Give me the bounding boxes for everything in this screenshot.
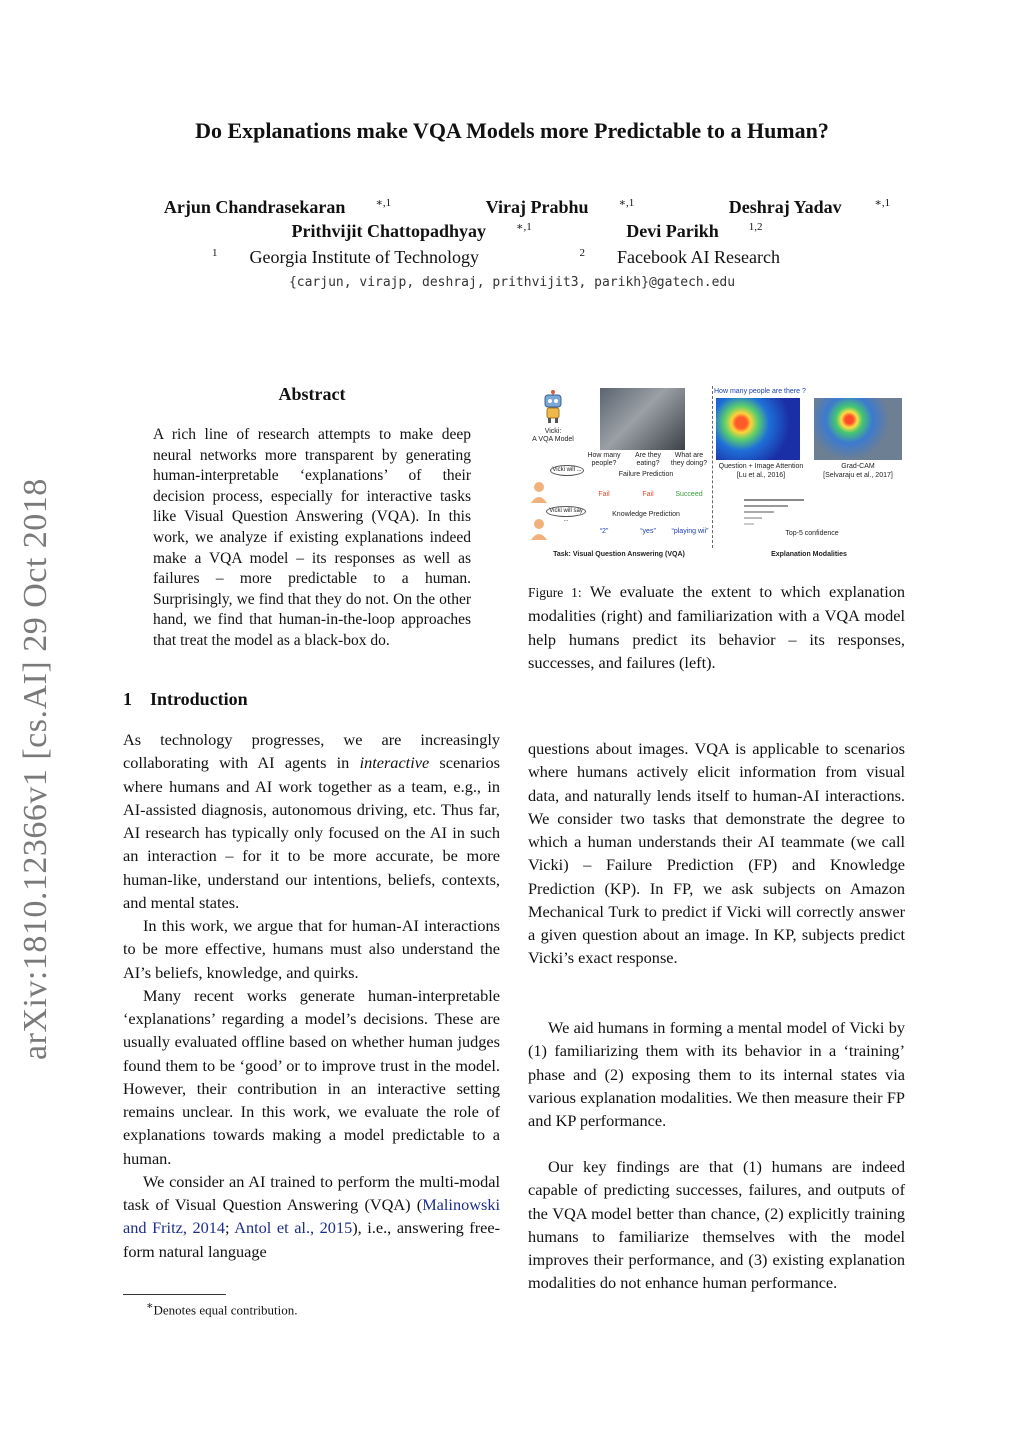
section-number: 1 [123, 689, 132, 709]
vicki-sublabel: A VQA Model [532, 436, 574, 443]
body-paragraph: Our key findings are that (1) humans are indeed capable of predicting successes, failures, and outputs of the VQA model better than chance, (2) explicitly training humans to familiarize themselves with the model improves their performance, and (3) existing explanation modalities do not enhance human performance. [528, 1157, 905, 1293]
author: Prithvijit Chattopadhyay $^{∗,1}$ [291, 221, 532, 241]
human-icon [530, 518, 548, 540]
right-column-body [528, 737, 905, 970]
footnote: ∗Denotes equal contribution. [146, 1300, 298, 1318]
fp-answer-2: Fail [642, 491, 654, 498]
gradcam-heatmap [814, 398, 902, 460]
question-1: How many people? [587, 452, 621, 467]
author-emails: {carjun, virajp, deshraj, prithvijit3, parikh}@gatech.edu [288, 275, 736, 290]
citation-link[interactable]: Malinowski and Fritz, 2014 [123, 1195, 500, 1238]
body-paragraph: questions about images. VQA is applicable to scenarios where humans actively elicit information from visual data, and naturally lends itself to human-AI interactions. We consider two tasks that demonstrate the degree to which a human understands their AI teammate (we call Vicki) – Failure Prediction (FP) and Knowledge Prediction (KP). In FP, we ask subjects on Amazon Mechanical Turk to predict if Vicki will correctly answer a given question about an image. In KP, subjects predict Vicki’s exact response. [528, 739, 905, 968]
attention-citation: [Lu et al., 2016] [736, 472, 786, 479]
citation-link[interactable]: Antol et al., 2015 [234, 1218, 353, 1238]
intro-paragraph: As technology progresses, we are increasingly collaborating with AI agents in interactive scenarios where humans and AI work together as a team, e.g., in AI-assisted diagnosis, autonomous driving, etc. Thus far, AI research has typically only focused on the AI in such an interaction – for it to be more accurate, be more human-like, understand our intentions, beliefs, contexts, and mental states. [123, 730, 500, 912]
fp-answer-3: Succeed [675, 491, 703, 498]
attention-heatmap [716, 398, 800, 460]
abstract-text: A rich line of research attempts to make deep neural networks more transparent by generating human-interpretable ‘explanations’ of their decision process, especially for interactive tasks like Visual Question Answering (VQA). In this work, we analyze if existing explanations indeed make a VQA model – its responses as well as failures – more predictable to a human. Surprisingly, we find that they do not. On the other hand, we find that human-in-the-loop approaches that treat the model as a black-box do. [153, 426, 471, 649]
authors-line-1 [0, 196, 1024, 218]
failure-prediction-label: Failure Prediction [618, 471, 674, 478]
body-paragraph: We aid humans in forming a mental model of Vicki by (1) familiarizing them with its behavior in a ‘training’ phase and (2) exposing them to its internal states via various explanation modalities. We then measure their FP and KP performance. [528, 1018, 905, 1130]
figure-1 [528, 384, 908, 566]
kp-answer-2: “yes” [640, 528, 656, 535]
author: Deshraj Yadav $^{∗,1}$ [728, 197, 891, 217]
confidence-bar [744, 511, 774, 513]
thought-bubble-1: Vicki will ... [550, 465, 584, 476]
affiliations [0, 247, 1024, 268]
robot-icon [542, 390, 564, 424]
knowledge-prediction-label: Knowledge Prediction [612, 511, 680, 518]
footnote-rule [123, 1294, 226, 1295]
question-3: What are they doing? [670, 452, 708, 467]
attention-question: How many people are there ? [714, 388, 806, 395]
author: Devi Parikh $^{1,2}$ [626, 221, 763, 241]
author: Viraj Prabhu $^{∗,1}$ [485, 197, 635, 217]
top5-label: Top-5 confidence [785, 530, 839, 537]
attention-label: Question + Image Attention [718, 463, 804, 470]
section-heading-introduction [123, 689, 248, 710]
question-2: Are they eating? [634, 452, 662, 467]
kp-answer-3: “playing wii” [671, 528, 709, 535]
section-title: Introduction [150, 689, 248, 709]
figure-caption: Figure 1: We evaluate the extent to which explanation modalities (right) and familiarization with a VQA model help humans predict its behavior – its responses, successes, and failures (left). [528, 582, 905, 672]
abstract-heading: Abstract [278, 384, 346, 404]
arxiv-stamp: arXiv:1810.12366v1 [cs.AI] 29 Oct 2018 [17, 478, 54, 1060]
human-icon [530, 481, 548, 503]
fp-answer-1: Fail [598, 491, 610, 498]
vicki-label: Vicki: [544, 428, 562, 435]
confidence-bar [744, 523, 754, 525]
authors-line-2 [0, 220, 1024, 242]
author: Arjun Chandrasekaran $^{∗,1}$ [163, 197, 392, 217]
confidence-bar [744, 517, 762, 519]
gradcam-label: Grad-CAM [841, 463, 875, 470]
vqa-scene-image [600, 388, 685, 450]
paper-title: Do Explanations make VQA Models more Predictable to a Human? [195, 118, 829, 143]
left-panel-caption: Task: Visual Question Answering (VQA) [553, 551, 685, 558]
left-column-body [123, 728, 500, 1263]
top5-confidence-bars [744, 496, 826, 526]
affiliation: $^2$ Facebook AI Research [579, 247, 780, 267]
gradcam-citation: [Selvaraju et al., 2017] [823, 472, 893, 479]
intro-paragraph: Many recent works generate human-interpretable ‘explanations’ regarding a model’s decisions. These are usually evaluated offline based on whether human judges found them to be ‘good’ or to improve trust in the model. However, their contribution in an interactive setting remains unclear. In this work, we evaluate the role of explanations towards making a model predictable to a human. [123, 985, 500, 1168]
thought-bubble-2: Vicki will say ... [546, 506, 586, 517]
intro-paragraph: We consider an AI trained to perform the multi-modal task of Visual Question Answering (VQA) (Malinowski and Fritz, 2014; Antol et al., 2015), i.e., answering free-form natural language [123, 1171, 501, 1261]
confidence-bar [744, 505, 788, 507]
intro-paragraph: In this work, we argue that for human-AI interactions to be more effective, humans must also understand the AI’s beliefs, knowledge, and quirks. [123, 916, 500, 982]
kp-answer-1: “2” [599, 528, 609, 535]
right-panel-caption: Explanation Modalities [771, 551, 847, 558]
confidence-bar [744, 499, 804, 501]
affiliation: $^1$ Georgia Institute of Technology [212, 247, 480, 267]
